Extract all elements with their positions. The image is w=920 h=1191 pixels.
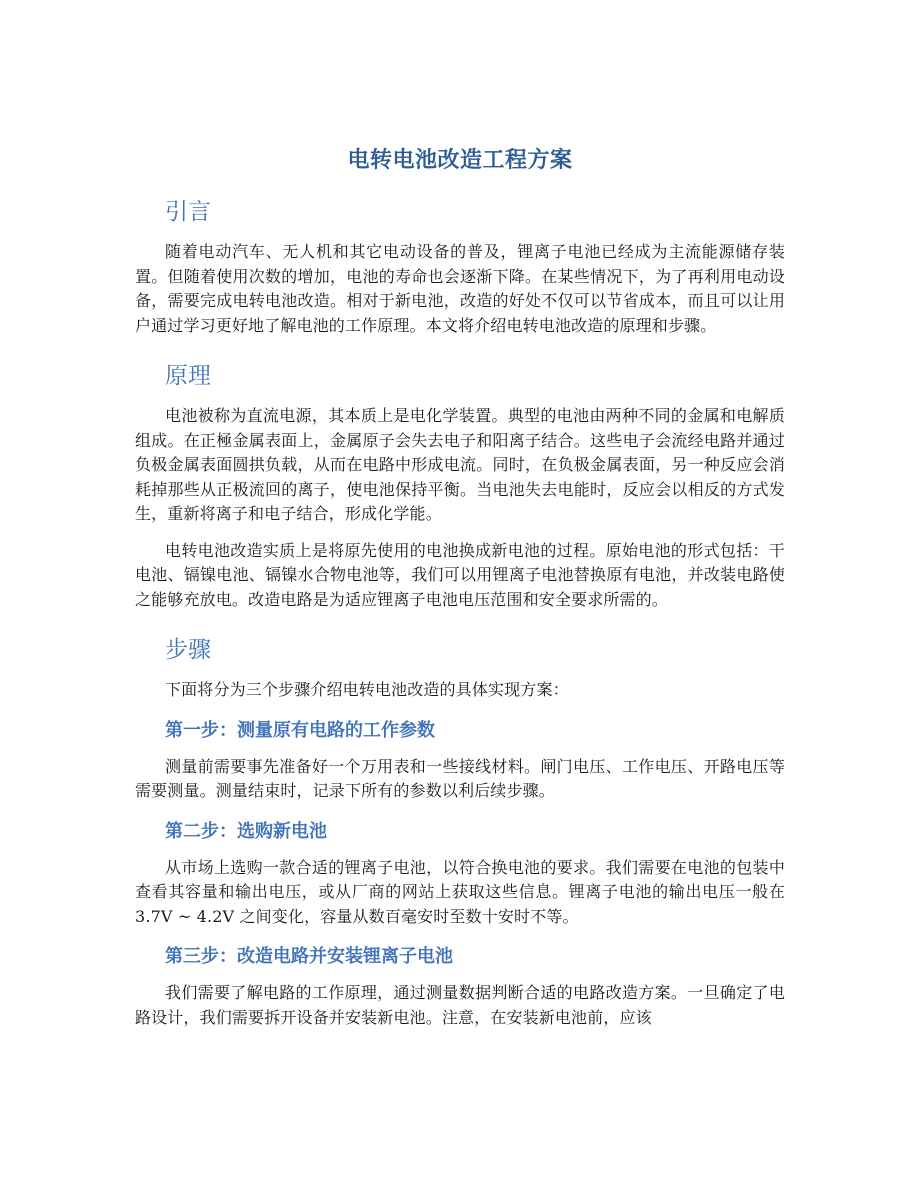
step1-paragraph: 测量前需要事先准备好一个万用表和一些接线材料。闸门电压、工作电压、开路电压等需要测量。测量结束时，记录下所有的参数以利后续步骤。 xyxy=(135,756,785,800)
step3-heading: 第三步：改造电路并安装锂离子电池 xyxy=(165,946,453,967)
document-page xyxy=(135,140,785,1042)
step3-paragraph: 我们需要了解电路的工作原理，通过测量数据判断合适的电路改造方案。一旦确定了电路设计，我们需要拆开设备并安装新电池。注意，在安装新电池前，应该 xyxy=(135,983,785,1027)
section-heading-steps: 步骤 xyxy=(165,637,211,663)
document-title: 电转电池改造工程方案 xyxy=(347,147,573,173)
section-heading-intro: 引言 xyxy=(165,199,211,225)
principle-paragraph-1: 电池被称为直流电源，其本质上是电化学装置。典型的电池由两种不同的金属和电解质组成。在正極金属表面上，金属原子会失去电子和阳离子结合。这些电子会流经电路并通过负极金属表面圆拱负载，从而在电路中形成电流。同时，在负极金属表面，另一种反应会消耗掉那些从正极流回的离子，使电池保持平衡。当电池失去电能时，反应会以相反的方式发生，重新将离子和电子结合，形成化学能。 xyxy=(135,406,785,523)
step2-paragraph: 从市场上选购一款合适的锂离子电池，以符合换电池的要求。我们需要在电池的包装中查看其容量和输出电压，或从厂商的网站上获取这些信息。锂离子电池的输出电压一般在 3.7V ~ 4.2V 之间变化，容量从数百毫安时至数十安时不等。 xyxy=(135,857,785,926)
step2-heading: 第二步：选购新电池 xyxy=(165,820,327,842)
intro-paragraph: 随着电动汽车、无人机和其它电动设备的普及，锂离子电池已经成为主流能源储存装置。但随着使用次数的增加，电池的寿命也会逐渐下降。在某些情况下，为了再利用电动设备，需要完成电转电池改造。相对于新电池，改造的好处不仅可以节省成本，而且可以让用户通过学习更好地了解电池的工作原理。本文将介绍电转电池改造的原理和步骤。 xyxy=(135,242,785,335)
section-heading-principle: 原理 xyxy=(165,363,211,389)
step1-heading: 第一步：测量原有电路的工作参数 xyxy=(165,719,435,741)
spacer xyxy=(135,350,785,358)
spacer xyxy=(135,624,785,632)
principle-paragraph-2: 电转电池改造实质上是将原先使用的电池换成新电池的过程。原始电池的形式包括：干电池、镉镍电池、镉镍水合物电池等，我们可以用锂离子电池替换原有电池，并改装电路使之能够充放电。改造电路是为适应锂离子电池电压范围和安全要求所需的。 xyxy=(135,540,785,609)
steps-intro-paragraph: 下面将分为三个步骤介绍电转电池改造的具体实现方案： xyxy=(165,680,569,699)
